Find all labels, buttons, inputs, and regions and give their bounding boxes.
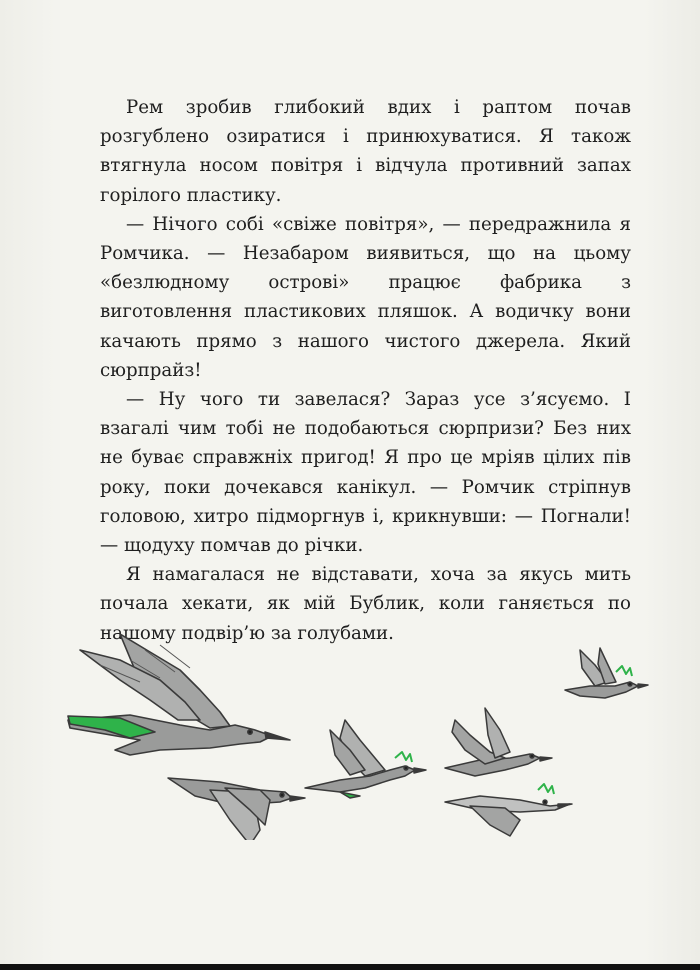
- bird-right-upper: [445, 708, 552, 776]
- bird-right-lower: [445, 784, 572, 836]
- bird-large-left: [68, 634, 290, 755]
- birds-illustration: [60, 620, 660, 840]
- paragraph-4: Я намагалася не відставати, хоча за якусь мить почала хекати, як мій Бублик, коли ганяється по нашому подвір’ю за голубами.: [100, 564, 631, 644]
- bird-middle: [305, 720, 426, 798]
- paragraph-2: — Нічого собі «свіже повітря», — передражнила я Ромчика. — Незабаром виявиться, що на цьому «безлюдному острові» працює фабрика з виготовлення пластикових пляшок. А водичку вони качають прямо з нашого чистого джерела. Який сюрпрайз!: [100, 213, 631, 381]
- scan-edge: [0, 964, 700, 970]
- bird-bottom-left: [168, 778, 305, 840]
- bird-far-right: [565, 648, 648, 698]
- paragraph-1: Рем зробив глибокий вдих і раптом почав розгублено озиратися і принюхуватися. Я також втягнула носом повітря і відчула противний запах горілого пластику.: [100, 97, 631, 206]
- story-text: [100, 93, 631, 648]
- paragraph-3: — Ну чого ти завелася? Зараз усе з’ясуємо. І взагалі чим тобі не подобаються сюрпризи? Без них не буває справжніх пригод! Я про це мріяв цілих пів року, поки дочекався канікул. — Ромчик стріпнув головою, хитро підморгнув і, крикнувши: — Погнали! — щодуху помчав до річки.: [100, 389, 631, 557]
